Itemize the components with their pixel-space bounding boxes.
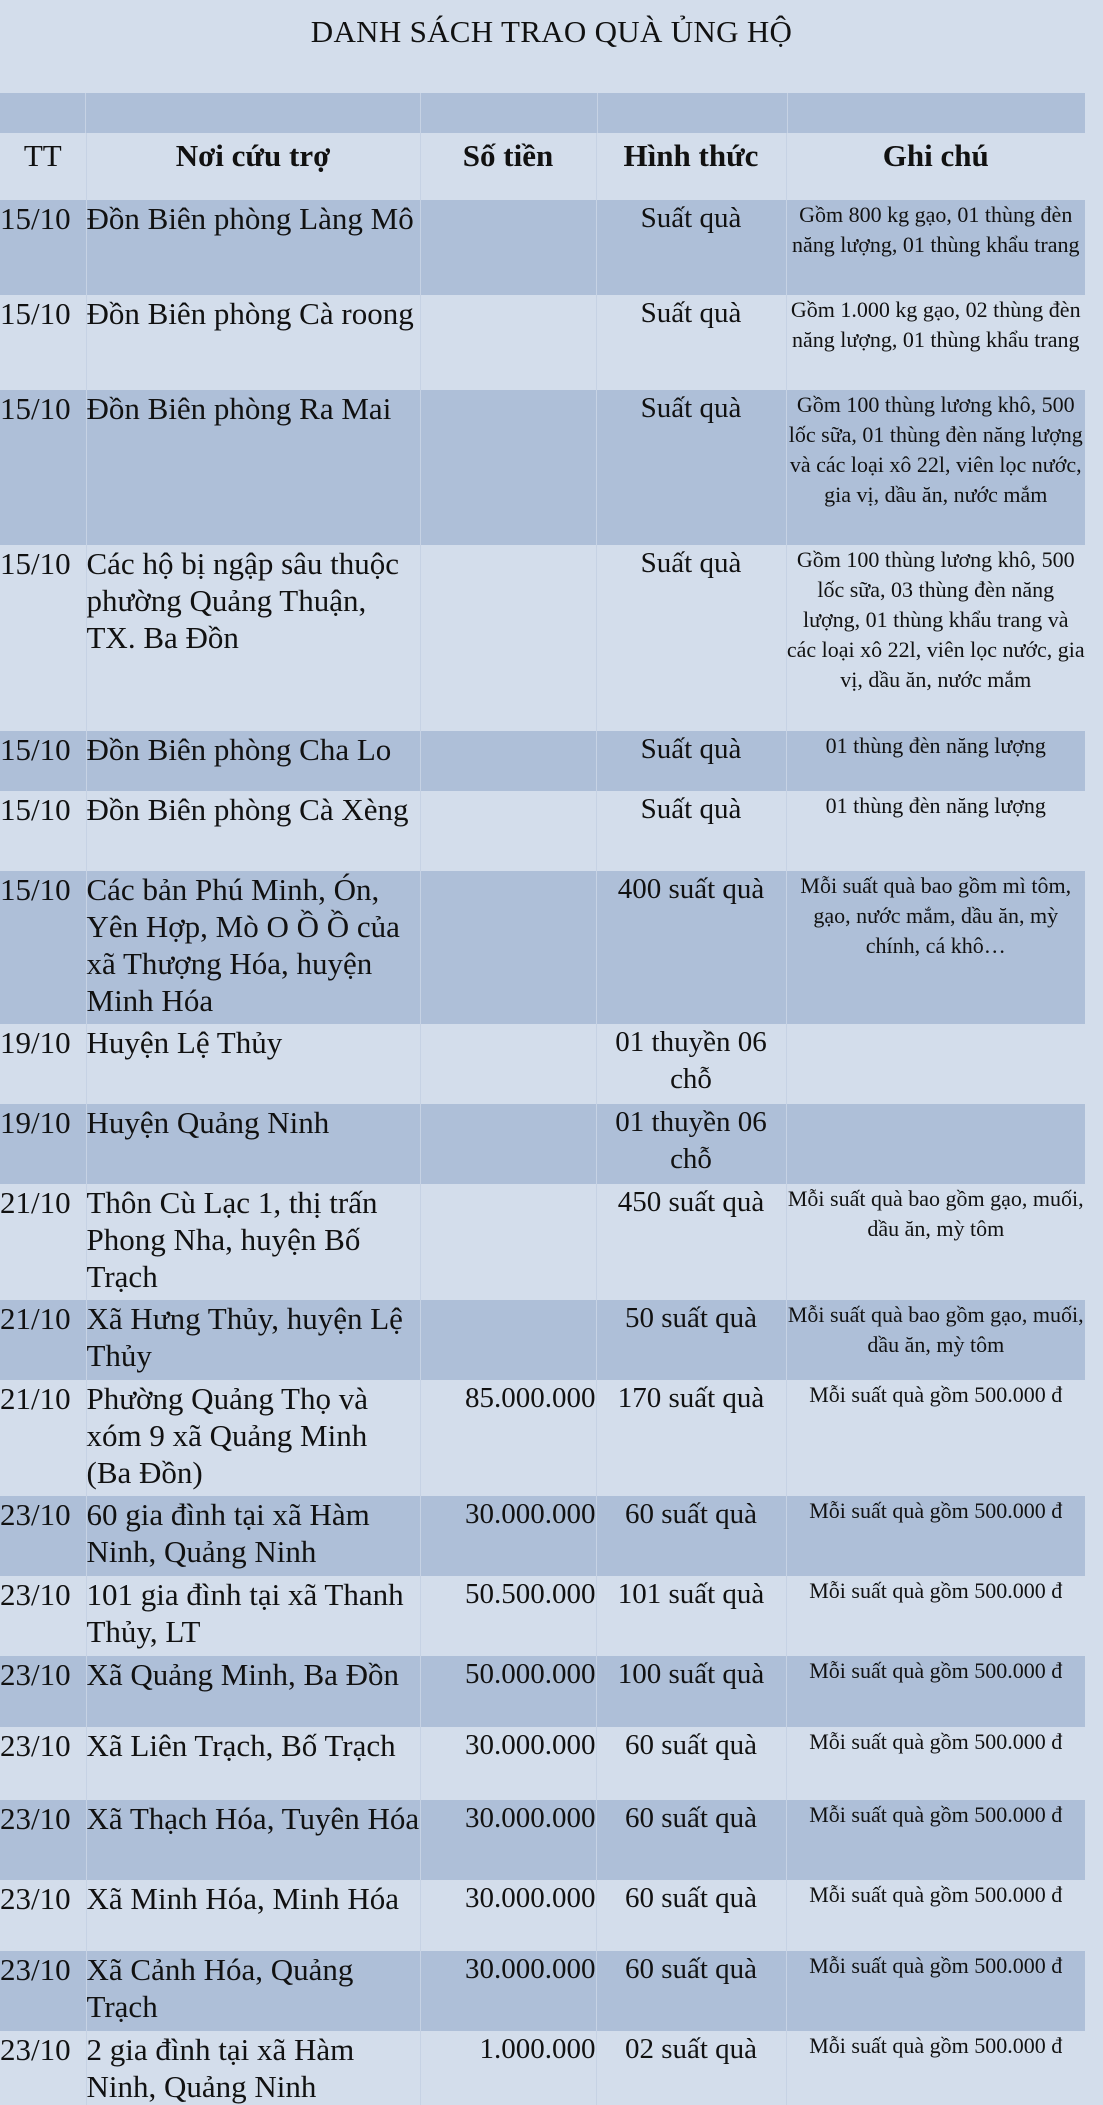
table-cell-amount [420, 791, 596, 871]
table-cell-date: 21/10 [0, 1301, 71, 1336]
table-cell-note: Mỗi suất quà bao gồm gạo, muối, dầu ăn, mỳ tôm [786, 1184, 1085, 1300]
table-cell-note: Mỗi suất quà bao gồm mì tôm, gạo, nước mắm, dầu ăn, mỳ chính, cá khô… [786, 871, 1085, 1024]
table-cell-form: Suất quà [596, 200, 786, 295]
table-cell-amount: 30.000.000 [420, 1727, 596, 1800]
table-row [0, 1184, 1085, 1300]
table-cell-note: Mỗi suất quà gồm 500.000 đ [786, 2031, 1085, 2105]
table-cell-note: Mỗi suất quà bao gồm gạo, muối, dầu ăn, mỳ tôm [786, 1300, 1085, 1380]
table-cell-note: Mỗi suất quà gồm 500.000 đ [786, 1576, 1085, 1656]
table-row [0, 871, 1085, 1024]
column-header-form: Hình thức [596, 133, 786, 200]
table-cell-form: 60 suất quà [596, 1880, 786, 1951]
table-cell-amount [420, 1184, 596, 1300]
table-cell-note: Gồm 1.000 kg gạo, 02 thùng đèn năng lượng, 01 thùng khẩu trang [786, 295, 1085, 390]
table-cell-amount [420, 871, 596, 1024]
table-cell-form: Suất quà [596, 731, 786, 791]
table-cell-place: Xã Quảng Minh, Ba Đồn [86, 1656, 420, 1727]
table-cell-date: 15/10 [0, 391, 71, 426]
table-cell-date: 15/10 [0, 732, 71, 767]
table-cell-date: 23/10 [0, 1881, 71, 1916]
table-cell-amount [420, 1300, 596, 1380]
table-cell-form: 60 suất quà [596, 1800, 786, 1880]
table-row [0, 295, 1085, 390]
donation-table [0, 133, 1085, 2105]
table-row [0, 1576, 1085, 1656]
table-cell-place: Xã Liên Trạch, Bố Trạch [86, 1727, 420, 1800]
table-cell-form: Suất quà [596, 295, 786, 390]
table-cell-amount: 30.000.000 [420, 1496, 596, 1576]
table-cell-amount: 50.000.000 [420, 1656, 596, 1727]
table-cell-note: Gồm 800 kg gạo, 01 thùng đèn năng lượng, 01 thùng khẩu trang [786, 200, 1085, 295]
table-cell-amount: 1.000.000 [420, 2031, 596, 2105]
table-cell-date: 23/10 [0, 1657, 71, 1692]
table-cell-date: 15/10 [0, 872, 71, 907]
table-cell-form: Suất quà [596, 545, 786, 731]
table-cell-note: Mỗi suất quà gồm 500.000 đ [786, 1727, 1085, 1800]
table-cell-note: 01 thùng đèn năng lượng [786, 791, 1085, 871]
table-row [0, 1880, 1085, 1951]
table-cell-form: 450 suất quà [596, 1184, 786, 1300]
table-cell-form: 60 suất quà [596, 1727, 786, 1800]
table-cell-place: Các hộ bị ngập sâu thuộc phường Quảng Thuận, TX. Ba Đồn [86, 545, 420, 731]
table-cell-date: 23/10 [0, 1801, 71, 1836]
table-row [0, 2031, 1085, 2105]
table-cell-amount: 85.000.000 [420, 1380, 596, 1496]
table-cell-date: 15/10 [0, 546, 71, 581]
table-cell-date: 23/10 [0, 1577, 71, 1612]
table-cell-place: Huyện Lệ Thủy [86, 1024, 420, 1104]
table-cell-date: 15/10 [0, 792, 71, 827]
table-cell-place: 2 gia đình tại xã Hàm Ninh, Quảng Ninh [86, 2031, 420, 2105]
table-cell-place: 101 gia đình tại xã Thanh Thủy, LT [86, 1576, 420, 1656]
column-header-amount: Số tiền [420, 133, 596, 200]
table-cell-date: 23/10 [0, 1952, 71, 1987]
table-cell-form: 02 suất quà [596, 2031, 786, 2105]
table-cell-date: 15/10 [0, 201, 71, 236]
table-row [0, 1727, 1085, 1800]
table-row [0, 791, 1085, 871]
table-cell-date: 19/10 [0, 1105, 71, 1140]
table-cell-place: 60 gia đình tại xã Hàm Ninh, Quảng Ninh [86, 1496, 420, 1576]
table-cell-place: Xã Thạch Hóa, Tuyên Hóa [86, 1800, 420, 1880]
table-cell-form: Suất quà [596, 390, 786, 545]
table-row [0, 1656, 1085, 1727]
table-cell-date: 15/10 [0, 296, 71, 331]
table-cell-form: 60 suất quà [596, 1951, 786, 2031]
table-cell-place: Xã Hưng Thủy, huyện Lệ Thủy [86, 1300, 420, 1380]
table-cell-form: Suất quà [596, 791, 786, 871]
table-cell-date: 21/10 [0, 1185, 71, 1220]
table-cell-place: Đồn Biên phòng Cà roong [86, 295, 420, 390]
table-cell-note: Gồm 100 thùng lương khô, 500 lốc sữa, 01 thùng đèn năng lượng và các loại xô 22l, viên lọc nước, gia vị, dầu ăn, nước mắm [786, 390, 1085, 545]
table-cell-note [786, 1104, 1085, 1184]
table-cell-amount [420, 1104, 596, 1184]
table-cell-date: 23/10 [0, 2032, 71, 2067]
table-row [0, 1104, 1085, 1184]
table-row [0, 1300, 1085, 1380]
table-cell-form: 01 thuyền 06 chỗ [596, 1024, 786, 1104]
table-cell-date: 23/10 [0, 1497, 71, 1532]
table-cell-note: Mỗi suất quà gồm 500.000 đ [786, 1800, 1085, 1880]
table-cell-form: 101 suất quà [596, 1576, 786, 1656]
table-cell-amount: 30.000.000 [420, 1800, 596, 1880]
column-header-tt: TT [23, 138, 62, 173]
header-band [0, 93, 1085, 133]
table-cell-place: Đồn Biên phòng Ra Mai [86, 390, 420, 545]
table-cell-note: Mỗi suất quà gồm 500.000 đ [786, 1880, 1085, 1951]
table-cell-note: Mỗi suất quà gồm 500.000 đ [786, 1380, 1085, 1496]
table-cell-amount [420, 295, 596, 390]
table-row [0, 1951, 1085, 2031]
table-cell-date: 21/10 [0, 1381, 71, 1416]
table-cell-place: Phường Quảng Thọ và xóm 9 xã Quảng Minh (Ba Đồn) [86, 1380, 420, 1496]
table-cell-amount: 30.000.000 [420, 1880, 596, 1951]
table-cell-amount [420, 1024, 596, 1104]
table-cell-note: Gồm 100 thùng lương khô, 500 lốc sữa, 03 thùng đèn năng lượng, 01 thùng khẩu trang và các loại xô 22l, viên lọc nước, gia vị, dầu ăn, nước mắm [786, 545, 1085, 731]
table-cell-place: Đồn Biên phòng Làng Mô [86, 200, 420, 295]
table-cell-place: Xã Minh Hóa, Minh Hóa [86, 1880, 420, 1951]
table-cell-place: Huyện Quảng Ninh [86, 1104, 420, 1184]
table-cell-note: Mỗi suất quà gồm 500.000 đ [786, 1656, 1085, 1727]
table-cell-form: 01 thuyền 06 chỗ [596, 1104, 786, 1184]
table-row [0, 1496, 1085, 1576]
table-row [0, 545, 1085, 731]
table-row [0, 1380, 1085, 1496]
table-cell-note [786, 1024, 1085, 1104]
table-row [0, 731, 1085, 791]
table-cell-amount [420, 200, 596, 295]
table-cell-form: 170 suất quà [596, 1380, 786, 1496]
column-header-place: Nơi cứu trợ [86, 133, 420, 200]
table-row [0, 1800, 1085, 1880]
table-row [0, 1024, 1085, 1104]
table-header-row [0, 133, 1085, 200]
table-cell-place: Xã Cảnh Hóa, Quảng Trạch [86, 1951, 420, 2031]
table-cell-note: Mỗi suất quà gồm 500.000 đ [786, 1951, 1085, 2031]
table-cell-form: 60 suất quà [596, 1496, 786, 1576]
table-cell-form: 100 suất quà [596, 1656, 786, 1727]
table-cell-place: Các bản Phú Minh, Ón, Yên Hợp, Mò O Ồ Ồ của xã Thượng Hóa, huyện Minh Hóa [86, 871, 420, 1024]
table-cell-amount [420, 545, 596, 731]
table-row [0, 390, 1085, 545]
table-cell-place: Đồn Biên phòng Cha Lo [86, 731, 420, 791]
table-cell-date: 23/10 [0, 1728, 71, 1763]
table-cell-place: Thôn Cù Lạc 1, thị trấn Phong Nha, huyện Bố Trạch [86, 1184, 420, 1300]
table-cell-form: 400 suất quà [596, 871, 786, 1024]
table-cell-form: 50 suất quà [596, 1300, 786, 1380]
table-cell-amount: 30.000.000 [420, 1951, 596, 2031]
table-cell-note: 01 thùng đèn năng lượng [786, 731, 1085, 791]
table-cell-amount: 50.500.000 [420, 1576, 596, 1656]
column-header-note: Ghi chú [786, 133, 1085, 200]
table-cell-amount [420, 390, 596, 545]
table-cell-date: 19/10 [0, 1025, 71, 1060]
table-cell-amount [420, 731, 596, 791]
table-cell-note: Mỗi suất quà gồm 500.000 đ [786, 1496, 1085, 1576]
table-cell-place: Đồn Biên phòng Cà Xèng [86, 791, 420, 871]
page-title: DANH SÁCH TRAO QUÀ ỦNG HỘ [310, 14, 793, 49]
table-row [0, 200, 1085, 295]
